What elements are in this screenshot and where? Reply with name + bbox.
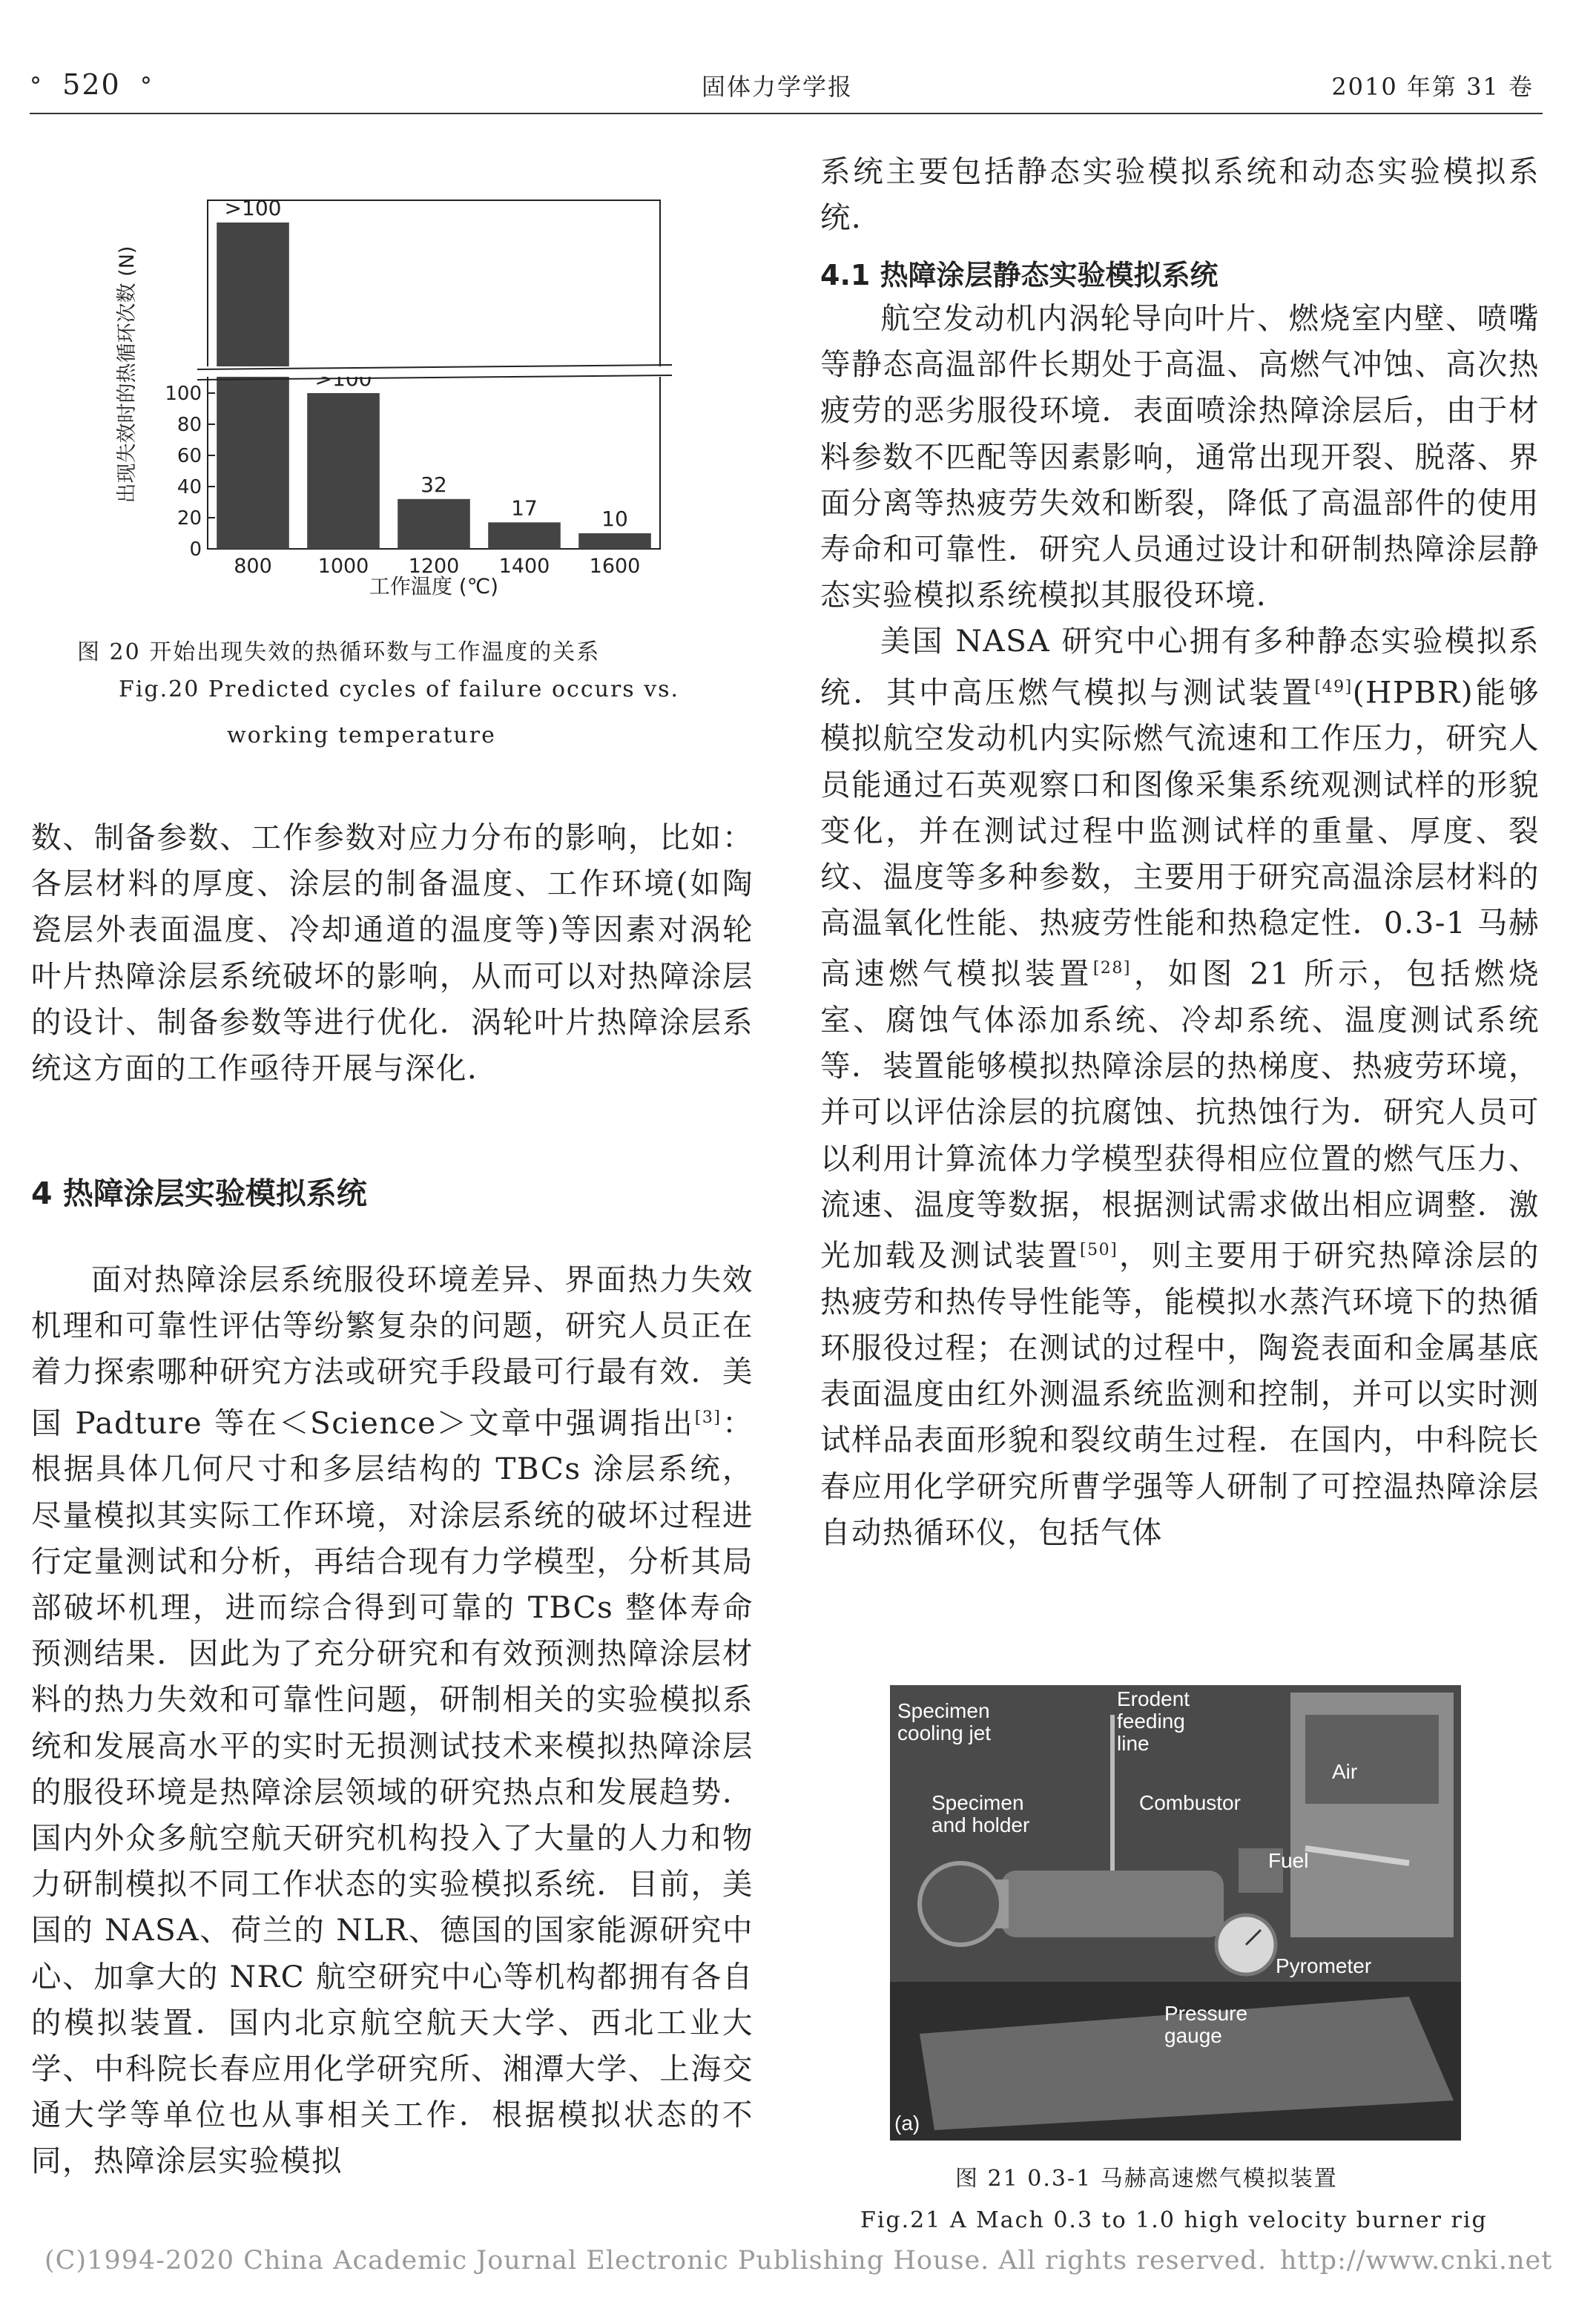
x-tick-label: 1600 — [589, 555, 641, 578]
citation-3[interactable]: [3] — [694, 1408, 722, 1427]
label-pyrometer: Pyrometer — [1276, 1954, 1372, 1977]
para-nasa-d: ，则主要用于研究热障涂层的热疲劳和热传导性能等，能模拟水蒸汽环境下的热循环服役过程；在测试的过程中，陶瓷表面和金属基底表面温度由红外测温系统监测和控制，并可以实时测试样品表面形貌和裂纹萌生过程．在国内，中科院长春应用化学研究所曹学强等人研制了可控温热障涂层自动热循环仪，包括气体 — [820, 1237, 1540, 1550]
paragraph-nasa — [820, 618, 1540, 1555]
paragraph-4-1: 航空发动机内涡轮导向叶片、燃烧室内壁、喷嘴等静态高温部件长期处于高温、高燃气冲蚀、高次热疲劳的恶劣服役环境．表面喷涂热障涂层后，由于材料参数不匹配等因素影响，通常出现开裂、脱落、界面分离等热疲劳失效和断裂，降低了高温部件的使用寿命和可靠性．研究人员通过设计和研制热障涂层静态实验模拟系统模拟其服役环境． — [820, 300, 1540, 613]
bar-value-label: 17 — [511, 495, 538, 521]
label-specimen-cooling-jet: Specimen cooling jet — [897, 1699, 992, 1744]
y-tick-label: 20 — [177, 507, 202, 530]
para-nasa-a: 美国 NASA 研究中心拥有多种静态实验模拟系统．其中高压燃气模拟与测试装置 — [820, 623, 1540, 711]
label-combustor: Combustor — [1139, 1791, 1241, 1814]
citation-28[interactable]: [28] — [1092, 959, 1131, 978]
figure-21-caption-en: Fig.21 A Mach 0.3 to 1.0 high velocity burner rig — [860, 2207, 1488, 2233]
x-tick-label: 1000 — [317, 555, 369, 578]
bar-value-label: 32 — [421, 472, 447, 497]
label-erodent-feeding-line: Erodent feeding line — [1117, 1687, 1190, 1755]
label-specimen-and-holder: Specimen and holder — [931, 1791, 1030, 1836]
citation-49[interactable]: [49] — [1314, 677, 1353, 696]
section-4-title: 4 热障涂层实验模拟系统 — [31, 1176, 367, 1211]
paragraph-continued: 数、制备参数、工作参数对应力分布的影响，比如：各层材料的厚度、涂层的制备温度、工作环境(如陶瓷层外表面温度、冷却通道的温度等)等因素对涡轮叶片热障涂层系统破坏的影响，从而可以对热障涂层的设计、制备参数等进行优化．涡轮叶片热障涂层系统这方面的工作亟待开展与深化． — [31, 820, 754, 1087]
page-dot-left: ° — [30, 72, 43, 100]
y-tick-label: 60 — [177, 445, 202, 467]
paragraph-section-4 — [31, 1256, 754, 2184]
label-fuel: Fuel — [1268, 1849, 1309, 1872]
footer-url[interactable]: http://www.cnki.net — [1280, 2246, 1553, 2276]
figure-20-caption-en-1: Fig.20 Predicted cycles of failure occurs vs. — [119, 676, 680, 702]
x-axis-label: 工作温度 (℃) — [369, 574, 499, 599]
page-dot-right: ° — [139, 72, 154, 100]
bar-800 — [217, 223, 289, 549]
label-air: Air — [1332, 1760, 1358, 1783]
figure-20-caption-cn: 图 20 开始出现失效的热循环数与工作温度的关系 — [77, 639, 601, 665]
para-nasa-c: ，如图 21 所示，包括燃烧室、腐蚀气体添加系统、冷却系统、温度测试系统等．装置能够模拟热障涂层的热梯度、热疲劳环境，并可以评估涂层的抗腐蚀、抗热蚀行为．研究人员可以利用计算流体力学模型获得相应位置的燃气压力、流速、温度等数据，根据测试需求做出相应调整．激光加载及测试装置 — [820, 955, 1540, 1273]
right-column-top — [820, 148, 1540, 240]
y-tick-label: 100 — [165, 383, 202, 405]
issue-info: 2010 年第 31 卷 — [1331, 73, 1534, 101]
journal-name: 固体力学学报 — [702, 73, 854, 101]
bar-1400 — [488, 522, 561, 549]
figure-20-chart — [104, 193, 682, 608]
x-tick-label: 1200 — [408, 555, 460, 578]
figure-21-caption-cn: 图 21 0.3-1 马赫高速燃气模拟装置 — [955, 2166, 1338, 2192]
bar-value-label: >100 — [224, 196, 282, 220]
x-tick-label: 800 — [234, 555, 272, 578]
y-tick-label: 80 — [177, 414, 202, 436]
y-tick-label: 40 — [177, 476, 202, 498]
para-main-a: 面对热障涂层系统服役环境差异、界面热力失效机理和可靠性评估等纷繁复杂的问题，研究人员正在着力探索哪种研究方法或研究手段最可行最有效．美国 Padture 等在＜Science＞文章中强调指出 — [31, 1262, 754, 1441]
label-pressure-gauge: Pressure gauge — [1164, 2002, 1248, 2047]
para-nasa-b: (HPBR)能够模拟航空发动机内实际燃气流速和工作压力，研究人员能通过石英观察口和图像采集系统观测试样的形貌变化，并在测试过程中监测试样的重量、厚度、裂纹、温度等多种参数，主要用于研究高温涂层材料的高温氧化性能、热疲劳性能和热稳定性．0.3-1 马赫高速燃气模拟装置 — [820, 674, 1540, 992]
y-tick-label: 0 — [189, 538, 202, 561]
bar-value-label: 10 — [601, 507, 628, 531]
bar-1200 — [398, 499, 470, 549]
bar-1600 — [578, 533, 651, 549]
footer-copyright: (C)1994-2020 China Academic Journal Electronic Publishing House. All rights reserved. — [44, 2246, 1267, 2276]
right-column-main — [820, 295, 1540, 1555]
bar-1000 — [307, 393, 380, 549]
left-column-main — [31, 1256, 754, 2184]
subsection-4-1-title: 4.1 热障涂层静态实验模拟系统 — [820, 259, 1219, 291]
x-tick-label: 1400 — [498, 555, 550, 578]
citation-50[interactable]: [50] — [1080, 1241, 1118, 1260]
page-number: 520 — [62, 68, 121, 101]
y-axis-label: 出现失效时的热循环次数 (N) — [116, 246, 139, 504]
para-main-b: ：根据具体几何尺寸和多层结构的 TBCs 涂层系统，尽量模拟其实际工作环境，对涂层系统的破坏过程进行定量测试和分析，再结合现有力学模型，分析其局部破坏机理，进而综合得到可靠的 TBCs 整体寿命预测结果．因此为了充分研究和有效预测热障涂层材料的热力失效和可靠性问题，研制相关的实验模拟系统和发展高水平的实时无损测试技术来模拟热障涂层的服役环境是热障涂层领域的研究热点和发展趋势．国内外众多航空航天研究机构投入了大量的人力和物力研制模拟不同工作状态的实验模拟系统．目前，美国的 NASA、荷兰的 NLR、德国的国家能源研究中心、加拿大的 NRC 航空研究中心等机构都拥有各自的模拟装置．国内北京航空航天大学、西北工业大学、中科院长春应用化学研究所、湘潭大学、上海交通大学等单位也从事相关工作．根据模拟状态的不同，热障涂层实验模拟 — [31, 1405, 754, 2179]
figure-20-caption-en-2: working temperature — [227, 722, 496, 748]
header-rule — [30, 113, 1543, 114]
header-page-number — [30, 68, 154, 101]
figure-21-photo — [890, 1685, 1461, 2141]
panel-label-a: (a) — [894, 2112, 920, 2135]
paragraph-continued-right: 系统主要包括静态实验模拟系统和动态实验模拟系统． — [820, 154, 1540, 236]
left-column-top — [31, 814, 754, 1091]
